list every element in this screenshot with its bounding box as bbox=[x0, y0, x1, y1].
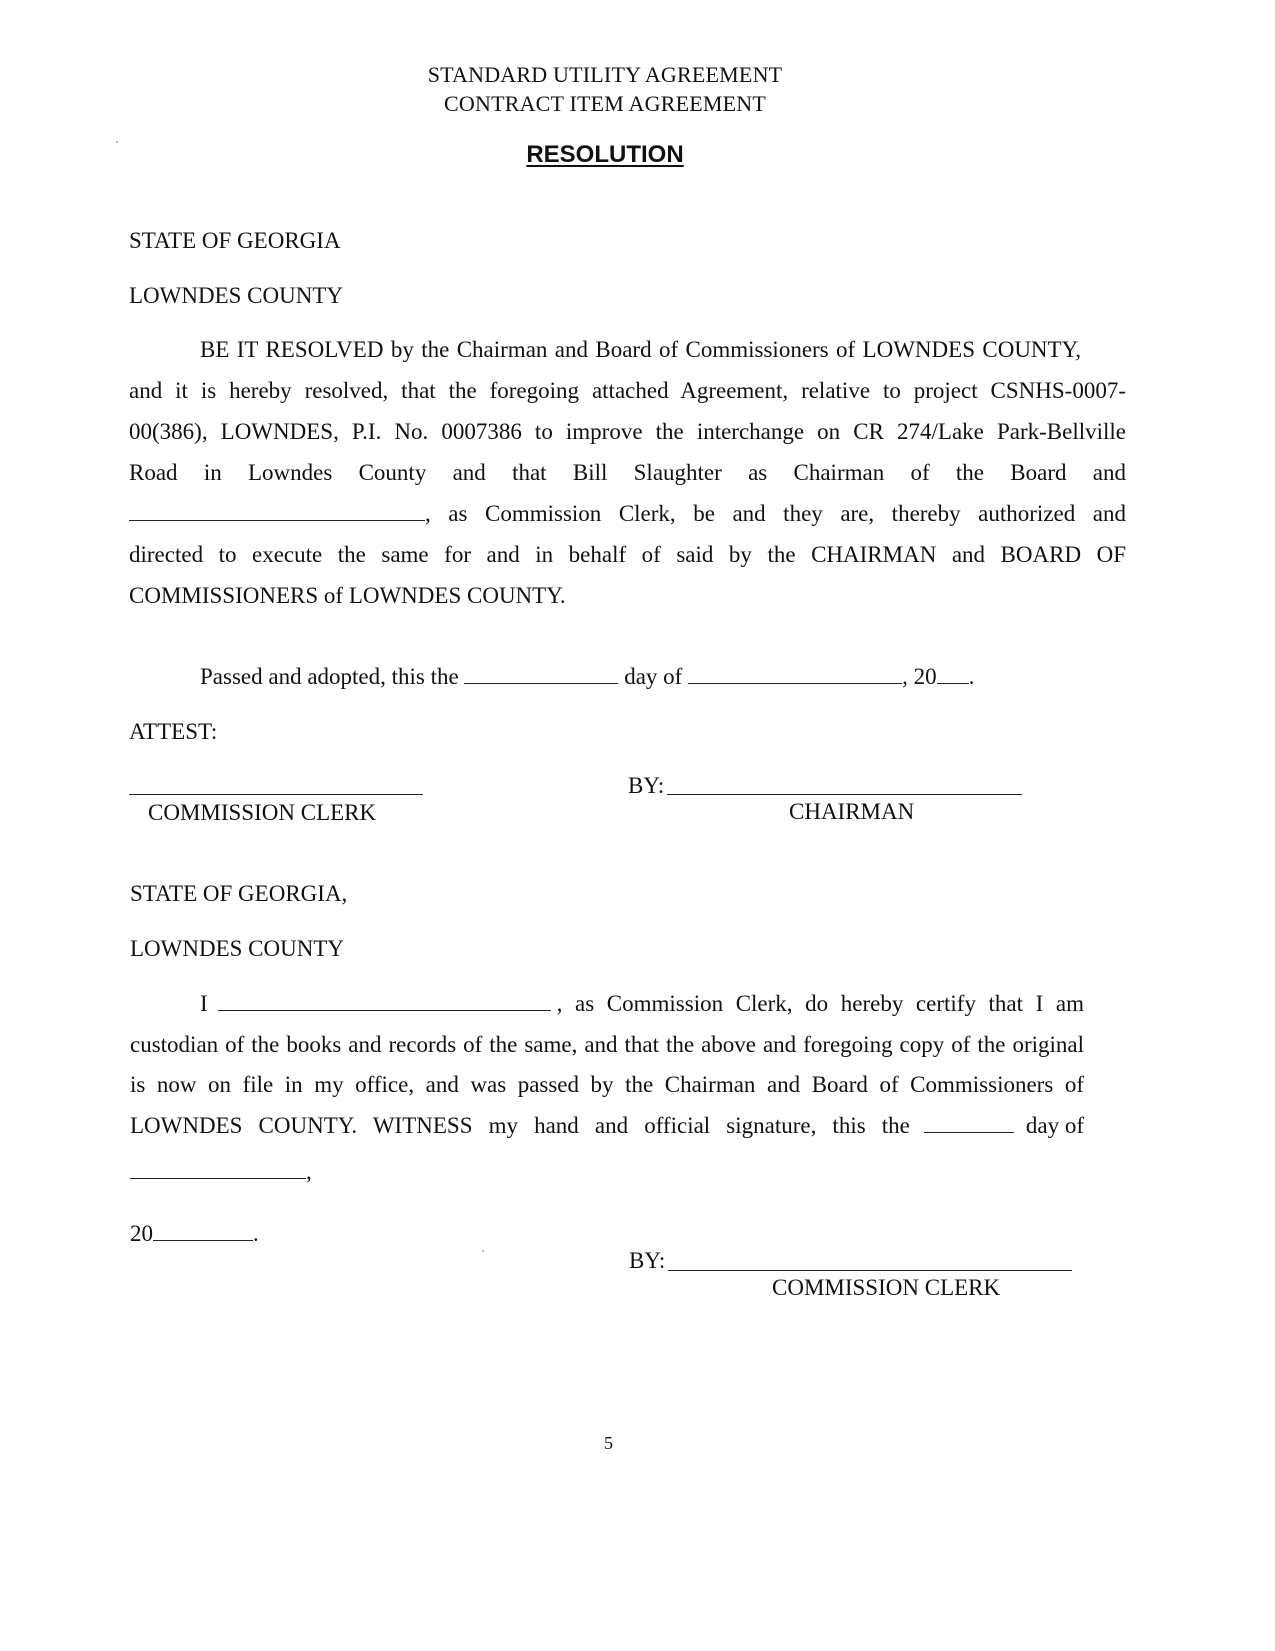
page-number: 5 bbox=[604, 1433, 613, 1453]
paragraph-line: and it is hereby resolved, that the foregoing attached Agreement, relative to project CSNHS-0007- bbox=[129, 378, 1126, 403]
passed-prefix: Passed and adopted, this the bbox=[200, 664, 459, 689]
certifying-clerk-blank[interactable] bbox=[218, 990, 551, 1011]
paragraph-line: BE IT RESOLVED by the Chairman and Board of Commissioners of LOWNDES COUNTY, bbox=[200, 337, 1081, 362]
state-heading-2: STATE OF GEORGIA, bbox=[130, 881, 348, 906]
day-of-label: day of bbox=[624, 664, 683, 689]
county-heading: LOWNDES COUNTY bbox=[129, 283, 344, 308]
cert-line bbox=[200, 990, 1084, 1018]
witness-year-line bbox=[130, 1220, 259, 1248]
witness-day-of: day of bbox=[1025, 1113, 1084, 1138]
cert-line-text: , as Commission Clerk, do hereby certify that I am bbox=[556, 991, 1084, 1016]
cert-line bbox=[130, 1112, 1084, 1140]
paragraph-line: 00(386), LOWNDES, P.I. No. 0007386 to improve the interchange on CR 274/Lake Park-Bellville bbox=[129, 419, 1126, 444]
page-title: RESOLUTION bbox=[526, 141, 684, 168]
chairman-signature-label: CHAIRMAN bbox=[789, 799, 915, 824]
day-blank[interactable] bbox=[464, 663, 618, 684]
cert-prefix: I bbox=[200, 991, 208, 1016]
witness-text: LOWNDES COUNTY. WITNESS my hand and official signature, this the bbox=[130, 1113, 910, 1138]
paragraph-line: Road in Lowndes County and that Bill Slaughter as Chairman of the Board and bbox=[129, 460, 1126, 485]
paragraph-line bbox=[129, 500, 1126, 528]
year-prefix-2: 20 bbox=[130, 1221, 153, 1246]
clerk-signature-label: COMMISSION CLERK bbox=[148, 800, 377, 825]
year-prefix: , 20 bbox=[902, 664, 937, 689]
clerk-signature-line[interactable] bbox=[129, 794, 423, 795]
header-line-2: CONTRACT ITEM AGREEMENT bbox=[444, 91, 766, 116]
witness-month-blank[interactable] bbox=[130, 1158, 306, 1179]
witness-day-blank[interactable] bbox=[924, 1112, 1014, 1133]
county-heading-2: LOWNDES COUNTY bbox=[130, 936, 345, 961]
cert-line: custodian of the books and records of the same, and that the above and foregoing copy of the original bbox=[130, 1032, 1084, 1057]
certifying-clerk-signature-line[interactable] bbox=[668, 1270, 1072, 1271]
paragraph-line: directed to execute the same for and in behalf of said by the CHAIRMAN and BOARD OF bbox=[129, 542, 1126, 567]
state-heading: STATE OF GEORGIA bbox=[129, 228, 341, 253]
chairman-signature-line[interactable] bbox=[667, 794, 1022, 795]
cert-line: is now on file in my office, and was passed by the Chairman and Board of Commissioners of bbox=[130, 1072, 1084, 1097]
paragraph-line: COMMISSIONERS of LOWNDES COUNTY. bbox=[129, 583, 566, 608]
clerk-name-blank[interactable] bbox=[129, 500, 425, 521]
header-line-1: STANDARD UTILITY AGREEMENT bbox=[427, 62, 783, 87]
scan-speck bbox=[116, 141, 118, 143]
witness-year-blank[interactable] bbox=[153, 1220, 253, 1241]
year-suffix-2: . bbox=[253, 1221, 259, 1246]
paragraph-line-text: , as Commission Clerk, be and they are, thereby authorized and bbox=[425, 501, 1126, 526]
attest-label: ATTEST: bbox=[129, 719, 218, 744]
certifying-clerk-signature-label: COMMISSION CLERK bbox=[772, 1275, 1001, 1300]
month-suffix: , bbox=[306, 1159, 312, 1184]
scan-speck bbox=[482, 1250, 484, 1252]
by-label-2: BY: bbox=[629, 1248, 666, 1273]
year-blank[interactable] bbox=[937, 663, 969, 684]
witness-month-line bbox=[130, 1158, 312, 1186]
by-label: BY: bbox=[628, 773, 665, 798]
passed-suffix: . bbox=[968, 664, 975, 689]
passed-adopted-line bbox=[200, 663, 974, 691]
month-blank[interactable] bbox=[688, 663, 902, 684]
